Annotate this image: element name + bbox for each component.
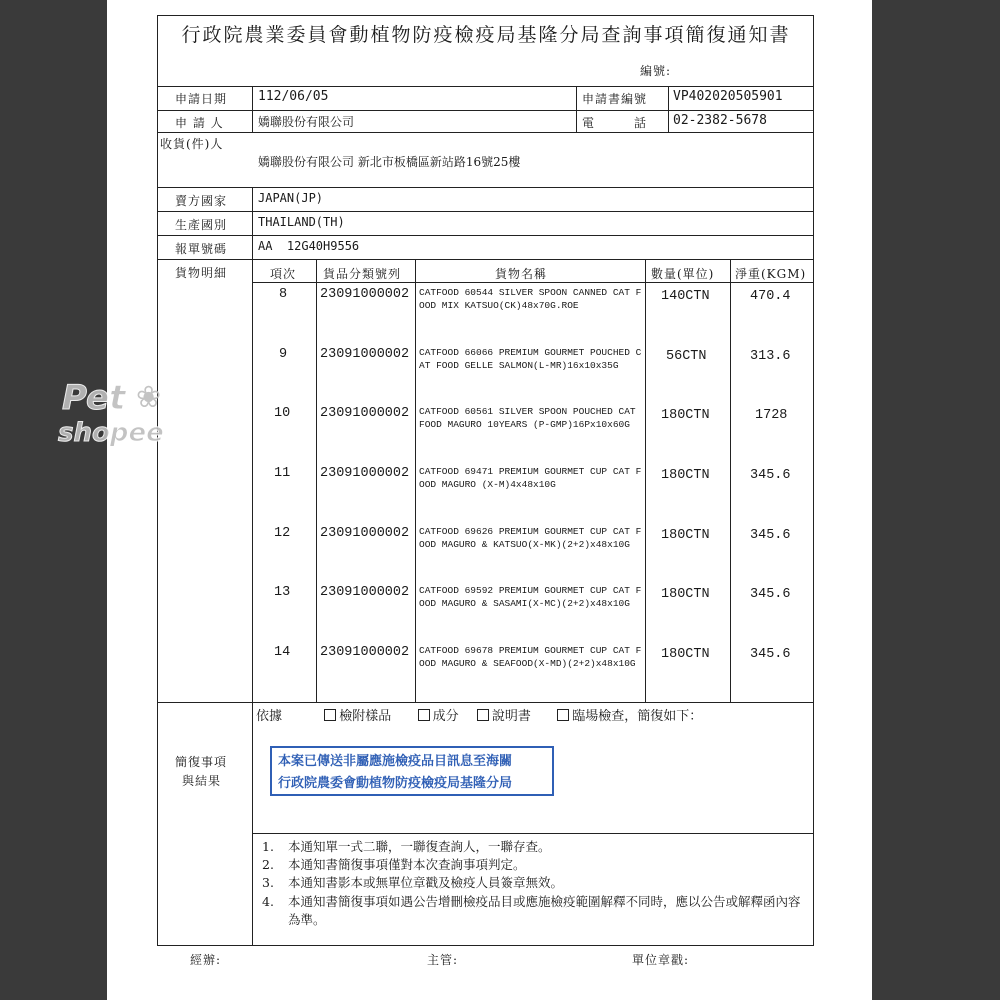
applicant-label: 申 請 人	[175, 116, 224, 130]
row-name: CATFOOD 69678 PREMIUM GOURMET CUP CAT FOOD MAGURO & SEAFOOD(X-MD)(2+2)x48x10G	[419, 645, 642, 669]
row-name: CATFOOD 60561 SILVER SPOON POUCHED CAT FOOD MAGURO 10YEARS (P-GMP)16Px10x60G	[419, 406, 636, 430]
note-num: 1.	[262, 839, 274, 854]
row-code: 23091000002	[320, 347, 410, 362]
phone-label: 電 話	[582, 116, 648, 130]
basis-opt-inspection: 臨場檢查，簡復如下：	[572, 709, 703, 724]
col-name: 貨物名稱	[495, 267, 548, 281]
applicant: 嬌聯股份有限公司	[258, 115, 355, 129]
checkbox-inspection	[557, 709, 569, 721]
apply-date: 112/06/05	[258, 89, 329, 104]
result-label-1: 簡復事項	[175, 755, 228, 769]
apply-date-label: 申請日期	[175, 92, 228, 106]
watermark-line-1: Pet	[62, 378, 126, 418]
row-qty: 180CTN	[661, 528, 710, 543]
row-qty: 180CTN	[661, 468, 710, 483]
row-qty: 180CTN	[661, 408, 710, 423]
row-qty: 180CTN	[661, 587, 710, 602]
note-num: 4.	[262, 894, 274, 909]
declaration-label: 報單號碼	[175, 242, 228, 256]
pet-shopee-watermark-logo	[58, 378, 233, 458]
row-item: 11	[274, 466, 291, 481]
note-text: 本通知單一式二聯，一聯復查詢人，一聯存查。	[288, 839, 551, 854]
seller-country-label: 賣方國家	[175, 194, 228, 208]
col-qty: 數量(單位)	[651, 267, 715, 281]
watermark-line-2: shopee	[58, 418, 164, 448]
stamp-line-2: 行政院農委會動植物防疫檢疫局基隆分局	[278, 776, 513, 791]
row-weight: 1728	[755, 408, 788, 423]
row-name: CATFOOD 69626 PREMIUM GOURMET CUP CAT FOOD MAGURO & KATSUO(X-MK)(2+2)x48x10G	[419, 526, 642, 550]
row-code: 23091000002	[320, 406, 410, 421]
row-qty: 56CTN	[666, 349, 707, 364]
stamp-line-1: 本案已傳送非屬應施檢疫品目訊息至海關	[278, 754, 513, 769]
basis-line	[256, 705, 702, 724]
row-weight: 313.6	[750, 349, 791, 364]
handler-label: 經辦:	[190, 953, 222, 967]
note-num: 3.	[262, 875, 274, 890]
consignee: 嬌聯股份有限公司 新北市板橋區新站路16號25樓	[258, 155, 521, 169]
row-name: CATFOOD 69592 PREMIUM GOURMET CUP CAT FOOD MAGURO & SASAMI(X-MC)(2+2)x48x10G	[419, 585, 642, 609]
row-item: 10	[274, 406, 291, 421]
row-code: 23091000002	[320, 645, 410, 660]
note-num: 2.	[262, 857, 274, 872]
consignee-label: 收貨(件)人	[160, 137, 224, 151]
goods-label: 貨物明細	[175, 266, 228, 280]
row-code: 23091000002	[320, 526, 410, 541]
serial-label: 編號:	[640, 64, 672, 78]
row-code: 23091000002	[320, 466, 410, 481]
phone: 02-2382-5678	[673, 113, 767, 128]
row-item: 13	[274, 585, 291, 600]
checkbox-sample	[324, 709, 336, 721]
row-item: 9	[279, 347, 288, 362]
row-weight: 345.6	[750, 587, 791, 602]
watermark-suffix: 寵物	[163, 425, 200, 446]
unit-seal-label: 單位章戳:	[632, 953, 690, 967]
customs-stamp	[270, 746, 554, 796]
row-item: 8	[279, 287, 288, 302]
row-name: CATFOOD 69471 PREMIUM GOURMET CUP CAT FOOD MAGURO (X-M)4x48x10G	[419, 466, 642, 490]
row-weight: 345.6	[750, 528, 791, 543]
origin-country: THAILAND(TH)	[258, 215, 345, 229]
seller-country: JAPAN(JP)	[258, 191, 324, 205]
row-weight: 345.6	[750, 647, 791, 662]
form-no-label: 申請書編號	[582, 92, 648, 106]
declaration-no: AA 12G40H9556	[258, 239, 360, 253]
row-qty: 140CTN	[661, 289, 710, 304]
basis-opt-manual: 說明書	[491, 709, 531, 724]
col-weight: 淨重(KGM)	[735, 267, 807, 281]
note-text: 本通知書簡復事項僅對本次查詢事項判定。	[288, 857, 526, 872]
row-code: 23091000002	[320, 585, 410, 600]
document-title: 行政院農業委員會動植物防疫檢疫局基隆分局查詢事項簡復通知書	[181, 24, 791, 46]
row-weight: 470.4	[750, 289, 791, 304]
basis-opt-ingredient: 成分	[432, 709, 459, 724]
row-weight: 345.6	[750, 468, 791, 483]
col-item: 項次	[270, 267, 297, 281]
result-label-2: 與結果	[182, 774, 222, 788]
row-item: 14	[274, 645, 291, 660]
note-text: 本通知書影本或無單位章戳及檢疫人員簽章無效。	[288, 875, 564, 890]
row-item: 12	[274, 526, 291, 541]
basis-prefix: 依據	[256, 709, 283, 724]
row-name: CATFOOD 60544 SILVER SPOON CANNED CAT FOOD MIX KATSUO(CK)48x70G.ROE	[419, 287, 642, 311]
row-code: 23091000002	[320, 287, 410, 302]
row-name: CATFOOD 66066 PREMIUM GOURMET POUCHED CAT FOOD GELLE SALMON(L-MR)16x10x35G	[419, 347, 642, 371]
col-code: 貨品分類號列	[323, 267, 402, 281]
checkbox-manual	[477, 709, 489, 721]
origin-country-label: 生產國別	[175, 218, 228, 232]
checkbox-ingredient	[418, 709, 430, 721]
note-text: 本通知書簡復事項如遇公告增刪檢疫品目或應施檢疫範圍解釋不同時，應以公告或解釋函內容為準。	[288, 894, 801, 927]
supervisor-label: 主管:	[427, 953, 459, 967]
row-qty: 180CTN	[661, 647, 710, 662]
paw-icon: ❀	[136, 380, 162, 415]
form-no: VP402020505901	[673, 89, 783, 104]
basis-opt-sample: 檢附樣品	[339, 709, 392, 724]
